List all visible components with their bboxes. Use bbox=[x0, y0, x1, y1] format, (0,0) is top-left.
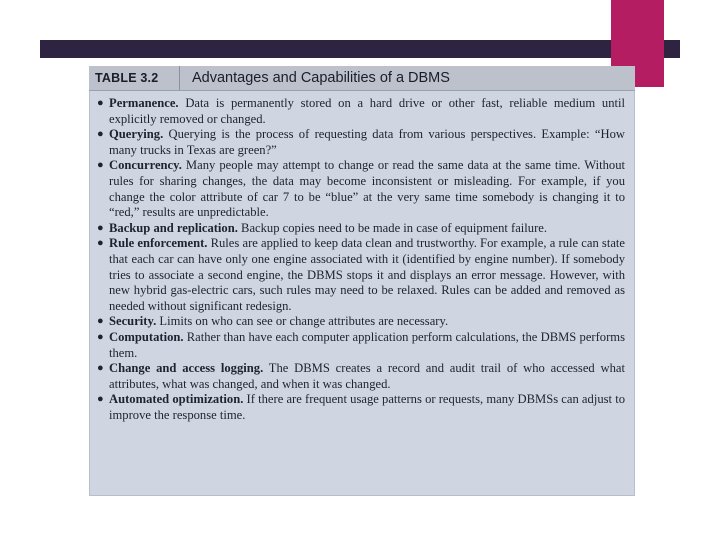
item-term: Change and access logging. bbox=[109, 361, 264, 376]
item-description: Limits on who can see or change attributes are necessary. bbox=[159, 314, 449, 329]
table-header bbox=[89, 66, 635, 91]
list-item bbox=[97, 236, 625, 314]
item-term: Concurrency. bbox=[109, 158, 182, 173]
list-item bbox=[97, 96, 625, 127]
list-item-text bbox=[109, 221, 625, 237]
item-description: Backup copies need to be made in case of equipment failure. bbox=[241, 220, 548, 235]
list-item bbox=[97, 221, 625, 237]
item-description: Querying is the process of requesting data from various perspectives. Example: “How many trucks in Texas are green?” bbox=[109, 127, 625, 157]
bullet-icon: ● bbox=[97, 315, 104, 328]
item-description: Rules are applied to keep data clean and trustworthy. For example, a rule can state that each car can have only one engine associated with it (identified by engine number). If somebody tries to associate a second engine, the DBMS stops it and displays an error message. However, with new hybrid gas-electric cars, such rules may need to be relaxed. Rules can be added and removed as needed without significant redesign. bbox=[109, 236, 625, 313]
list-item-text bbox=[109, 361, 625, 392]
bullet-icon: ● bbox=[97, 97, 104, 109]
list-item bbox=[97, 361, 625, 392]
bullet-icon: ● bbox=[97, 330, 104, 343]
bullet-icon: ● bbox=[97, 221, 104, 234]
list-item bbox=[97, 158, 625, 220]
table-title: Advantages and Capabilities of a DBMS bbox=[192, 70, 450, 86]
list-item-text bbox=[109, 314, 625, 330]
item-description: The DBMS creates a record and audit trail of who accessed what attributes, what was changed, and when it was changed. bbox=[109, 361, 625, 391]
list-item bbox=[97, 330, 625, 361]
list-item bbox=[97, 314, 625, 330]
item-term: Permanence. bbox=[109, 96, 179, 110]
bullet-icon: ● bbox=[97, 237, 104, 250]
list-item-text bbox=[109, 330, 625, 361]
item-term: Backup and replication. bbox=[109, 220, 238, 235]
bullet-icon: ● bbox=[97, 362, 104, 375]
item-description: Data is permanently stored on a hard drive or other fast, reliable medium until explicitly removed or changed. bbox=[109, 96, 625, 126]
list-item-text bbox=[109, 236, 625, 314]
list-item-text bbox=[109, 158, 625, 220]
item-term: Automated optimization. bbox=[109, 392, 244, 407]
item-term: Security. bbox=[109, 314, 157, 329]
item-description: Many people may attempt to change or read the same data at the same time. Without rules for sharing changes, the data may become inconsistent or misleading. For example, if you change the color attribute of car 7 to be “blue” at the very same time somebody is changing it to “red,” results are unpredictable. bbox=[109, 158, 625, 220]
item-term: Rule enforcement. bbox=[109, 236, 208, 251]
list-item bbox=[97, 392, 625, 423]
list-item-text bbox=[109, 127, 625, 158]
bullet-icon: ● bbox=[97, 393, 104, 406]
table-number-label: TABLE 3.2 bbox=[89, 66, 180, 90]
item-term: Computation. bbox=[109, 329, 184, 344]
capabilities-list bbox=[89, 91, 635, 423]
item-description: Rather than have each computer application perform calculations, the DBMS performs them. bbox=[109, 329, 625, 360]
list-item-text bbox=[109, 96, 625, 127]
item-term: Querying. bbox=[109, 127, 164, 142]
scanned-table-image bbox=[89, 66, 635, 496]
slide-top-band bbox=[40, 40, 680, 58]
item-description: If there are frequent usage patterns or requests, many DBMSs can adjust to improve the response time. bbox=[109, 392, 625, 422]
list-item-text bbox=[109, 392, 625, 423]
list-item bbox=[97, 127, 625, 158]
bullet-icon: ● bbox=[97, 128, 104, 141]
bullet-icon: ● bbox=[97, 159, 104, 172]
